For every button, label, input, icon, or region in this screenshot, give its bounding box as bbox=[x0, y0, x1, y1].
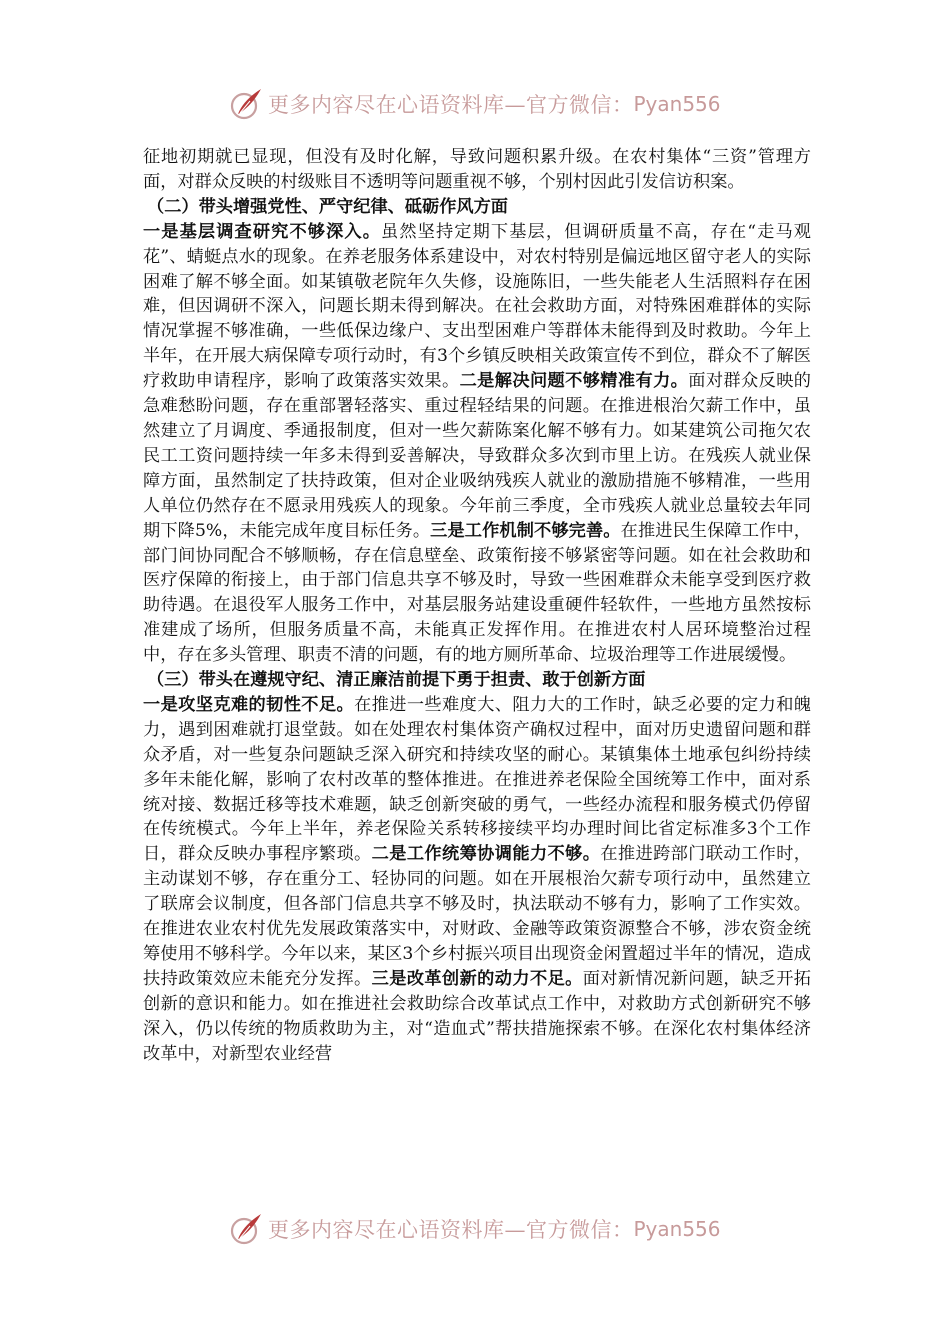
watermark-text: 更多内容尽在心语资料库—官方微信： bbox=[268, 93, 634, 117]
point-heading: 二是工作统筹协调能力不够。 bbox=[371, 844, 601, 865]
section-heading-2: （二）带头增强党性、严守纪律、砥砺作风方面 bbox=[147, 196, 508, 217]
paragraph-section-3 bbox=[143, 693, 811, 1067]
watermark-header bbox=[228, 84, 728, 124]
watermark-wechat-id: Pyan556 bbox=[633, 1217, 721, 1241]
watermark-text: 更多内容尽在心语资料库—官方微信： bbox=[268, 1218, 634, 1242]
point-text: 在推进跨部门联动工作时，主动谋划不够，存在重分工、轻协同的问题。如在开展根治欠薪专项行动中，虽然建立了联席会议制度，但各部门信息共享不够及时，执法联动不够有力，影响了工作实效。在推进农业农村优先发展政策落实中，对财政、金融等政策资源整合不够，涉农资金统筹使用不够科学。今年以来，某区3个乡村振兴项目出现资金闲置超过半年的情况，造成扶持政策效应未能充分发挥。 bbox=[143, 844, 811, 989]
point-text: 虽然坚持定期下基层，但调研质量不高，存在“走马观花”、蜻蜓点水的现象。在养老服务体系建设中，对农村特别是偏远地区留守老人的实际困难了解不够全面。如某镇敬老院年久失修，设施陈旧，一些失能老人生活照料存在困难，但因调研不深入，问题长期未得到解决。在社会救助方面，对特殊困难群体的实际情况掌握不够准确，一些低保边缘户、支出型困难户等群体未能得到及时救助。今年上半年，在开展大病保障专项行动时，有3个乡镇反映相关政策宣传不到位，群众不了解医疗救助申请程序，影响了政策落实效果。 bbox=[143, 221, 811, 392]
point-heading: 三是改革创新的动力不足。 bbox=[371, 968, 583, 989]
point-heading: 一是攻坚克难的韧性不足。 bbox=[143, 694, 355, 715]
point-text: 面对群众反映的急难愁盼问题，存在重部署轻落实、重过程轻结果的问题。在推进根治欠薪工作中，虽然建立了月调度、季通报制度，但对一些欠薪陈案化解不够有力。如某建筑公司拖欠农民工工资问题持续一年多未得到妥善解决，导致群众多次到市里上访。在残疾人就业保障方面，虽然制定了扶持政策，但对企业吸纳残疾人就业的激励措施不够精准，一些用人单位仍然存在不愿录用残疾人的现象。今年前三季度，全市残疾人就业总量较去年同期下降5%，未能完成年度目标任务。 bbox=[143, 371, 811, 541]
point-text: 在推进民生保障工作中，部门间协同配合不够顺畅，存在信息壁垒、政策衔接不够紧密等问题。如在社会救助和医疗保障的衔接上，由于部门信息共享不够及时，导致一些困难群众未能享受到医疗救助待遇。在退役军人服务工作中，对基层服务站建设重硬件轻软件，一些地方虽然按标准建成了场所，但服务质量不高，未能真正发挥作用。在推进农村人居环境整治过程中，存在多头管理、职责不清的问题，有的地方厕所革命、垃圾治理等工作进展缓慢。 bbox=[143, 520, 811, 666]
point-text: 在推进一些难度大、阻力大的工作时，缺乏必要的定力和魄力，遇到困难就打退堂鼓。如在处理农村集体资产确权过程中，面对历史遗留问题和群众矛盾，对一些复杂问题缺乏深入研究和持续攻坚的耐心。某镇集体土地承包纠纷持续多年未能化解，影响了农村改革的整体推进。在推进养老保险全国统筹工作中，面对系统对接、数据迁移等技术难题，缺乏创新突破的勇气，一些经办流程和服务模式仍停留在传统模式。今年上半年，养老保险关系转移接续平均办理时间比省定标准多3个工作日，群众反映办事程序繁琐。 bbox=[143, 694, 811, 865]
quill-pen-icon bbox=[228, 1211, 264, 1247]
quill-pen-icon bbox=[228, 86, 264, 122]
watermark-wechat-id: Pyan556 bbox=[633, 92, 721, 116]
watermark-footer bbox=[228, 1209, 728, 1249]
paragraph-continuation: 征地初期就已显现，但没有及时化解，导致问题积累升级。在农村集体“三资”管理方面，对群众反映的村级账目不透明等问题重视不够，个别村因此引发信访积案。 bbox=[143, 147, 811, 192]
section-heading-3: （三）带头在遵规守纪、清正廉洁前提下勇于担责、敢于创新方面 bbox=[147, 670, 646, 691]
paragraph-section-2 bbox=[143, 220, 811, 668]
point-text: 面对新情况新问题，缺乏开拓创新的意识和能力。如在推进社会救助综合改革试点工作中，对救助方式创新研究不够深入，仍以传统的物质救助为主，对“造血式”帮扶措施探索不够。在深化农村集体经济改革中，对新型农业经营 bbox=[143, 968, 811, 1064]
document-body bbox=[143, 145, 811, 1067]
point-heading: 二是解决问题不够精准有力。 bbox=[459, 371, 689, 392]
point-heading: 三是工作机制不够完善。 bbox=[430, 520, 621, 541]
point-heading: 一是基层调查研究不够深入。 bbox=[143, 221, 382, 242]
